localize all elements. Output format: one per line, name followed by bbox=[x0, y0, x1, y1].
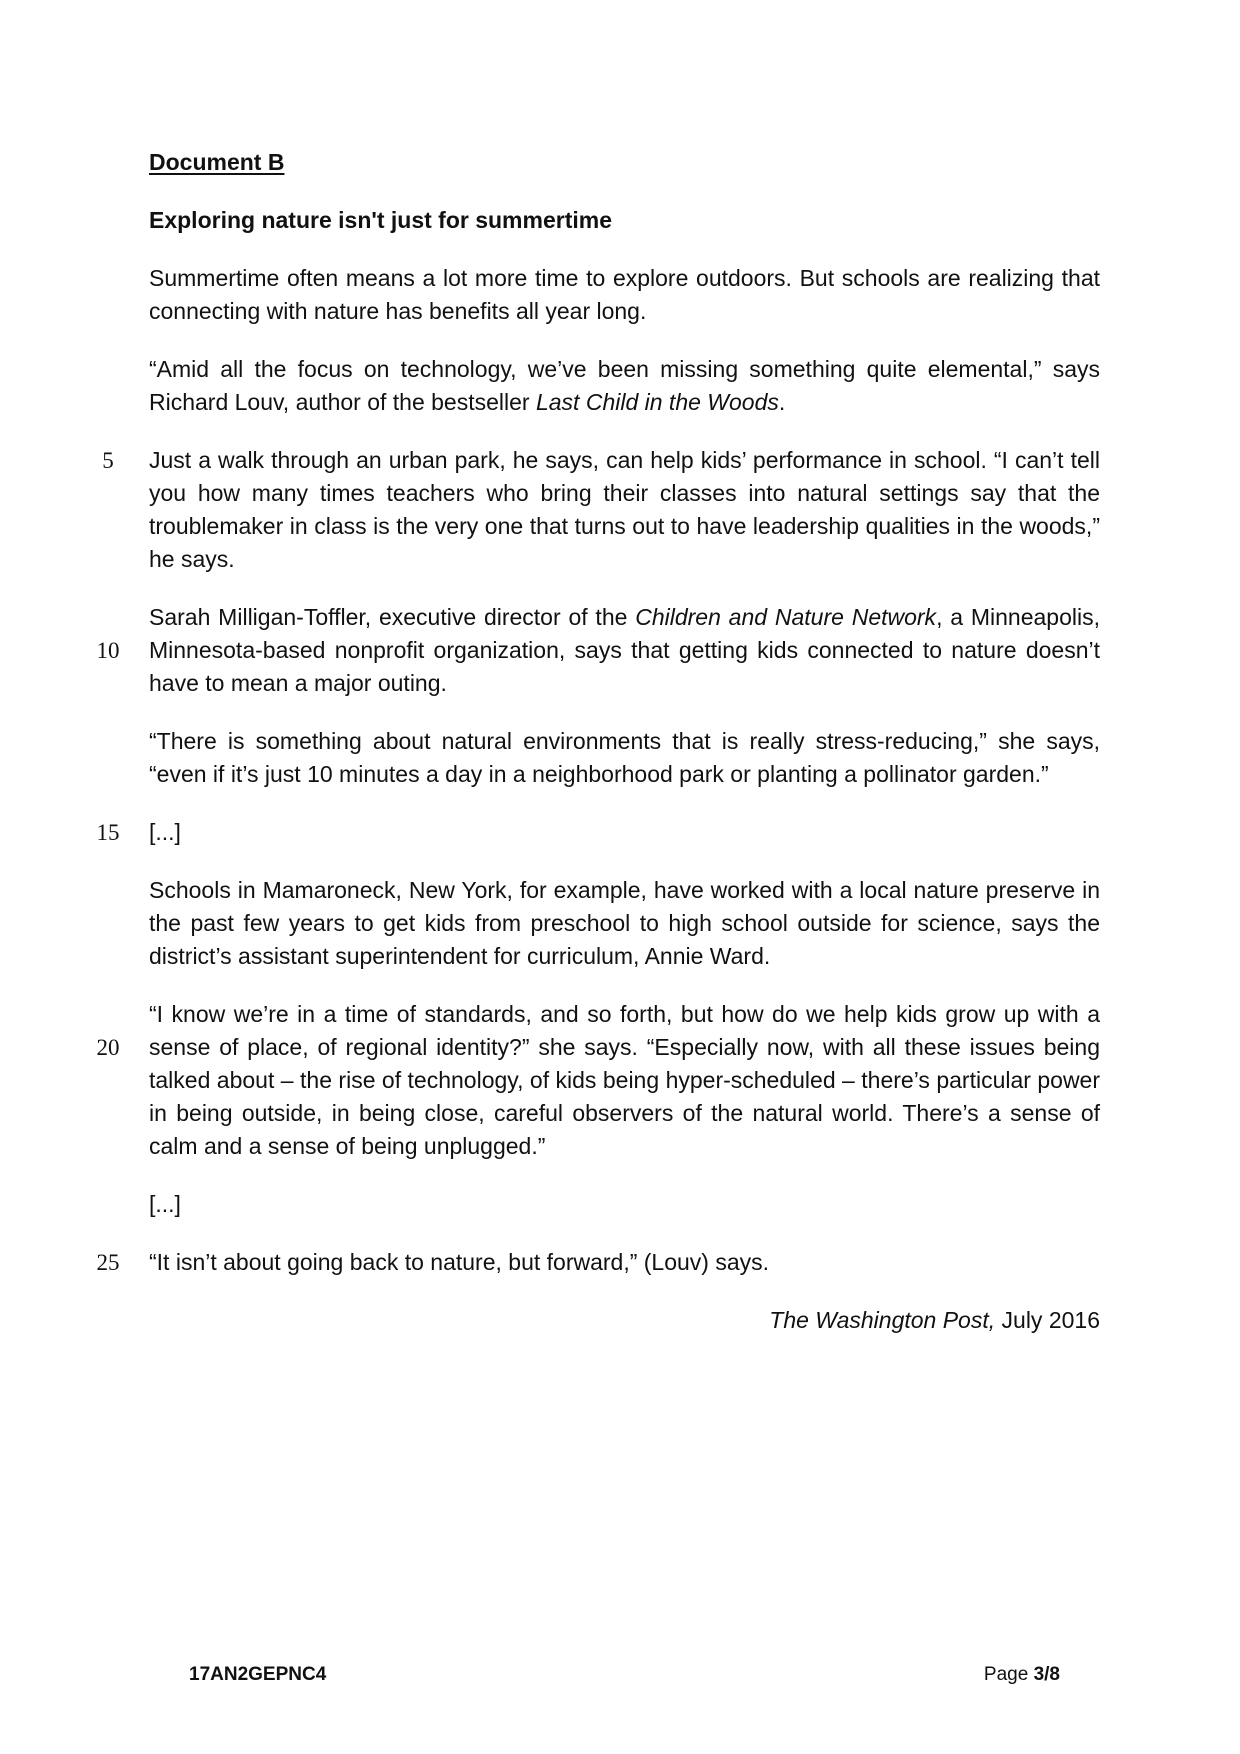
line-number: 20 bbox=[96, 1035, 120, 1060]
organization-name: Children and Nature Network bbox=[635, 604, 937, 630]
paragraph-text: , a Minneapolis, Minnesota-based nonprofit organization, says that getting kids connected to nature doesn’t have to mean a major outing. bbox=[149, 604, 1100, 696]
footer-document-code: 17AN2GEPNC4 bbox=[189, 1664, 327, 1685]
document-label: Document B bbox=[149, 149, 285, 175]
paragraph-5 bbox=[149, 725, 1100, 791]
book-title: Last Child in the Woods bbox=[535, 389, 779, 415]
footer-page-number bbox=[984, 1664, 1060, 1686]
article-body bbox=[96, 262, 1100, 1337]
paragraph-text: “There is something about natural environments that is really stress-reducing,” she says, “even if it’s just 10 minutes a day in a neighborhood park or planting a pollinator garden.” bbox=[149, 728, 1100, 787]
paragraph-text: [...] bbox=[149, 1191, 181, 1217]
paragraph-text: “Amid all the focus on technology, we’ve been missing something quite elemental,” says Richard Louv, author of the bestseller bbox=[149, 356, 1100, 415]
line-number: 5 bbox=[102, 448, 114, 473]
paragraph-8 bbox=[96, 998, 1100, 1163]
paragraph-text: [...] bbox=[149, 819, 181, 845]
paragraph-6 bbox=[96, 816, 1100, 849]
paragraph-3 bbox=[102, 444, 1100, 576]
paragraph-2 bbox=[149, 353, 1100, 419]
paragraph-text: Sarah Milligan-Toffler, executive director of the bbox=[149, 604, 636, 630]
article-title: Exploring nature isn't just for summertime bbox=[149, 207, 612, 233]
paragraph-text: “It isn’t about going back to nature, but forward,” (Louv) says. bbox=[149, 1249, 770, 1275]
page-number: 3/8 bbox=[1033, 1664, 1060, 1685]
paragraph-text: Summertime often means a lot more time to explore outdoors. But schools are realizing that connecting with nature has benefits all year long. bbox=[149, 265, 1100, 324]
paragraph-text: Schools in Mamaroneck, New York, for example, have worked with a local nature preserve in the past few years to get kids from preschool to high school outside for science, says the district’s assistant superintendent for curriculum, Annie Ward. bbox=[149, 877, 1100, 969]
paragraph-4 bbox=[96, 601, 1100, 700]
paragraph-7 bbox=[149, 874, 1100, 973]
paragraph-1 bbox=[149, 262, 1100, 328]
paragraph-text: “I know we’re in a time of standards, and so forth, but how do we help kids grow up with a sense of place, of regional identity?” she says. “Especially now, with all these issues being talked about – the rise of technology, of kids being hyper-scheduled – there’s particular power in being outside, in being close, careful observers of the natural world. There’s a sense of calm and a sense of being unplugged.” bbox=[149, 1001, 1100, 1159]
paragraph-9 bbox=[149, 1188, 1100, 1221]
paragraph-text: . bbox=[778, 389, 786, 415]
publication-date: July 2016 bbox=[995, 1307, 1100, 1333]
line-number: 25 bbox=[96, 1250, 120, 1275]
paragraph-10 bbox=[96, 1246, 1100, 1279]
source-citation bbox=[149, 1304, 1100, 1337]
line-number: 10 bbox=[96, 638, 120, 663]
paragraph-text: Just a walk through an urban park, he says, can help kids’ performance in school. “I can’t tell you how many times teachers who bring their classes into natural settings say that the troublemaker in class is the very one that turns out to have leadership qualities in the woods,” he says. bbox=[149, 447, 1100, 572]
publication-name: The Washington Post, bbox=[769, 1307, 996, 1333]
line-number: 15 bbox=[96, 820, 120, 845]
page-prefix: Page bbox=[983, 1664, 1034, 1685]
